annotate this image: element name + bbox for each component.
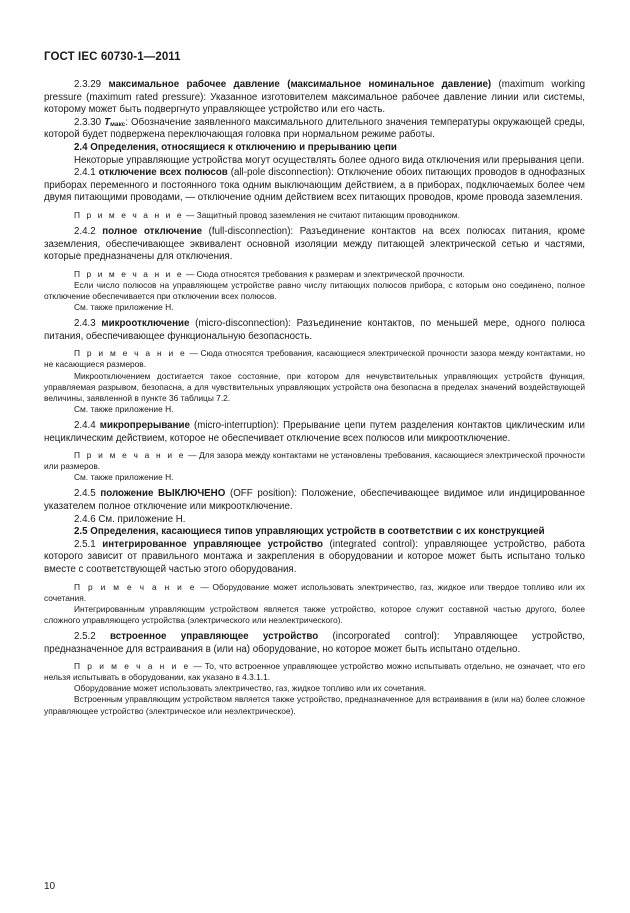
document-body: [44, 79, 585, 717]
note-2-5-2-continued: Оборудование может использовать электричество, газ, жидкое топливо или их сочетания.: [74, 683, 427, 694]
definition-2-5-1: [44, 539, 585, 577]
section-heading-2-4: 2.4 Определения, относящиеся к отключению и прерыванию цепи: [74, 141, 397, 153]
definition-2-4-6: 2.4.6 См. приложение Н.: [74, 513, 186, 525]
note-2-5-2-continued-2: Встроенным управляющим устройством является также устройство, предназначенное для встраивания в (или на) более сложное управляющее устройство (электрическое или неэлектрическое).: [44, 694, 585, 716]
definition-2-4-2: [44, 226, 585, 264]
note-label: П р и м е ч а н и е: [74, 581, 197, 592]
note-text: — Защитный провод заземления не считают питающим проводником.: [183, 209, 460, 220]
see-annex-h: См. также приложение Н.: [74, 403, 174, 414]
standard-header: ГОСТ IEC 60730-1—2011: [44, 51, 181, 63]
note-label: П р и м е ч а н и е: [74, 450, 186, 461]
clause-number: 2.4.3: [74, 318, 102, 330]
clause-number: 2.4.1: [74, 167, 99, 179]
note-text: — Сюда относятся требования к размерам и электрической прочности.: [183, 268, 465, 279]
definition-text: (incorporated control): Управляющее устройство, предназначенное для встраивания в (или на) оборудование, но которое может быть испытано отдельно.: [44, 630, 585, 655]
definition-text: (full-disconnection): Разъединение контактов на всех полюсах питания, кроме заземления, обеспечивающее эквивалент основной изоляции между питающей электрической сетью и частями, которые предназначены для отключения.: [44, 226, 585, 263]
clause-number: 2.3.30: [74, 116, 105, 128]
term: положение ВЫКЛЮЧЕНО: [100, 488, 226, 500]
definition-text: (micro-disconnection): Разъединение контактов, по меньшей мере, одного полюса питания, обеспечивающее функциональную безопасность.: [44, 318, 585, 342]
definition-2-4-5: [44, 488, 585, 513]
definition-text: (OFF position): Положение, обеспечивающее видимое или индицированное указателем полное отключение или микроотключение.: [44, 488, 585, 512]
see-annex-h: См. также приложение Н.: [74, 472, 174, 483]
clause-number: 2.5.1: [74, 538, 103, 550]
symbol-subscript: макс: [110, 120, 126, 128]
definition-text: (micro-interruption): Прерывание цепи путем разделения контактов циклическим или нециклическим действием, которое не обеспечивает отключение всех полюсов или микроотключение.: [44, 419, 585, 444]
page-number: 10: [44, 881, 56, 892]
clause-number: 2.5.2: [74, 630, 111, 642]
definition-2-3-30: [44, 117, 585, 142]
definition-text: (integrated control): управляющее устройство, работа которого зависит от правильного монтажа и закрепления в оборудовании и которое может быть испытано только вместе с соответствующей частью этого оборудования.: [44, 538, 585, 575]
note-label: П р и м е ч а н и е: [74, 268, 184, 279]
term: отключение всех полюсов: [98, 167, 228, 179]
definition-text: (maximum working pressure (maximum rated pressure): Указанное изготовителем максимальное рабочее давление линии или системы, которому может быть подвергнуто управляющее устройство или его часть.: [44, 79, 585, 116]
term: микроотключение: [101, 318, 190, 330]
term: встроенное управляющее устройство: [110, 630, 319, 642]
definition-text: (all-pole disconnection): Отключение обоих питающих проводов в однофазных приборах переменного и постоянного тока одним выключающим действием, а в приборах, подключаемых более чем двумя питающими проводами, — отключение одним действием всех питающих проводов, кроме провода заземления.: [44, 167, 585, 204]
note-2-4-2: [44, 269, 585, 280]
section-heading-2-5: 2.5 Определения, касающиеся типов управляющих устройств в соответствии с их конструкцией: [74, 526, 545, 538]
clause-number: 2.4.4: [74, 419, 100, 431]
term: максимальное рабочее давление (максимальное номинальное давление): [108, 79, 492, 90]
clause-number: 2.3.29: [74, 79, 109, 90]
definition-2-4-3: [44, 318, 585, 343]
term: интегрированное управляющее устройство: [102, 538, 323, 550]
definition-text: : Обозначение заявленного максимального длительного значения температуры окружающей среды, которой будет подвержена переключающая головка при нормальном режиме работы.: [44, 116, 585, 141]
definition-2-4-1: [44, 167, 585, 205]
term: микропрерывание: [99, 419, 190, 431]
note-label: П р и м е ч а н и е: [74, 348, 187, 359]
note-2-4-2-continued: Если число полюсов на управляющем устройстве равно числу питающих полюсов прибора, с которым оно соединено, полное отключение обеспечивается при отключении всех полюсов.: [44, 279, 585, 301]
note-2-4-3: [44, 348, 585, 370]
symbol: T: [104, 116, 111, 128]
note-2-4-4: [44, 450, 585, 472]
definition-2-3-29: [44, 79, 585, 117]
term: полное отключение: [102, 226, 202, 238]
definition-2-4-4: [44, 420, 585, 445]
note-label: П р и м е ч а н и е: [74, 209, 184, 220]
definition-2-5-2: [44, 631, 585, 656]
clause-number: 2.4.5: [74, 488, 101, 500]
note-text: — То, что встроенное управляющее устройство можно испытывать отдельно, не означает, что его нельзя испытывать в оборудовании, как указано в 4.3.1.1.: [44, 661, 585, 683]
note-2-5-1-continued: Интегрированным управляющим устройством является также устройство, которое служит составной частью другого, более сложного управляющего устройства (электрического или неэлектрического).: [44, 603, 585, 625]
note-2-4-3-continued: Микроотключением достигается такое состояние, при котором для нечувствительных управляющих устройств функция, управляемая разрывом, безопасна, а для чувствительных управляющих устройств она безопасна в пределах значений воздействующей величины, заявленной в пункте 36 таблицы 7.2.: [44, 370, 585, 403]
note-2-5-2: [44, 661, 585, 683]
note-text: — Сюда относятся требования, касающиеся электрической прочности зазора между контактами, но не касающиеся размеров.: [44, 348, 585, 370]
note-2-5-1: [44, 582, 585, 604]
note-text: — Для зазора между контактами не установлены требования, касающиеся электрической прочности или размеров.: [44, 450, 585, 472]
section-intro-2-4: Некоторые управляющие устройства могут осуществлять более одного вида отключения или прерывания цепи.: [74, 154, 585, 166]
note-text: — Оборудование может использовать электричество, газ, жидкое или твердое топливо или их сочетания.: [44, 581, 585, 603]
see-annex-h: См. также приложение Н.: [74, 302, 174, 313]
note-2-4-1: [44, 210, 585, 221]
note-label: П р и м е ч а н и е: [74, 661, 191, 672]
clause-number: 2.4.2: [74, 226, 103, 238]
